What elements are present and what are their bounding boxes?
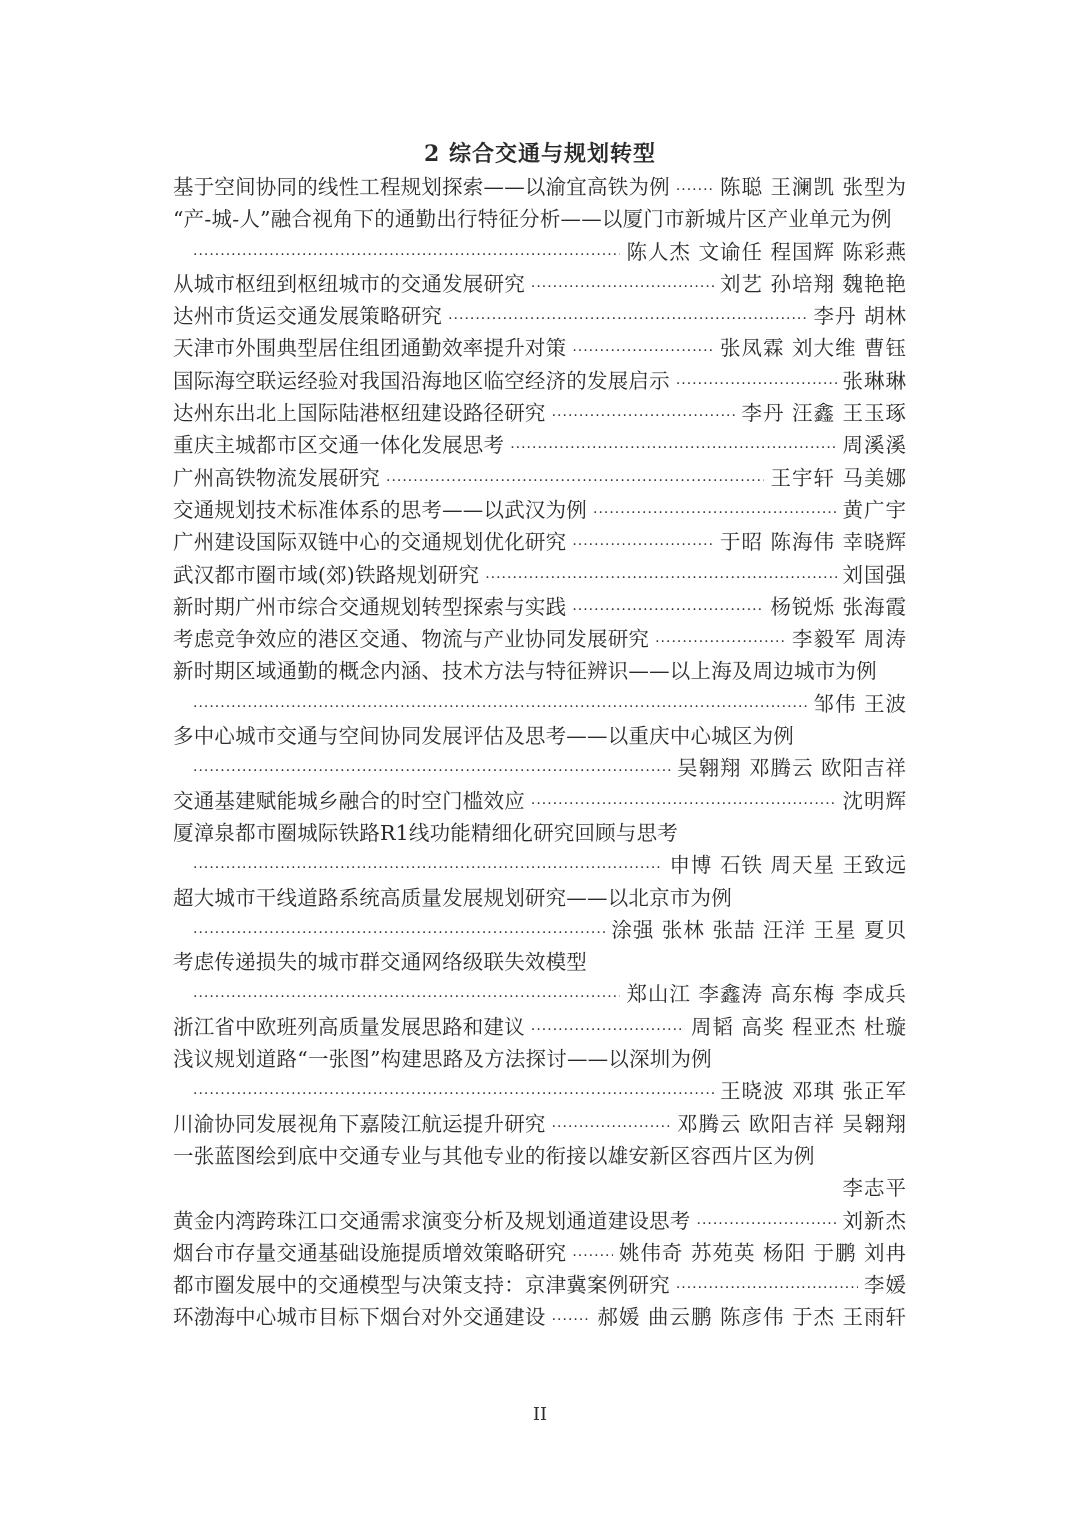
entry-authors: 李媛: [864, 1273, 907, 1298]
toc-entry[interactable]: [173, 494, 907, 526]
leader-dots: [697, 1208, 837, 1237]
leader-dots: [572, 594, 764, 623]
entry-authors: 杨锐烁 张海霞: [770, 594, 907, 619]
entry-title: 黄金内湾跨珠江口交通需求演变分析及规划通道建设思考: [173, 1208, 691, 1233]
entry-authors: 张凤霖 刘大维 曹钰: [719, 336, 907, 361]
entry-title: 川渝协同发展视角下嘉陵江航运提升研究: [173, 1111, 546, 1136]
leader-dots: [676, 368, 837, 397]
entry-authors: 黄广宇: [842, 497, 907, 522]
leader-dots: [448, 303, 807, 332]
leader-dots: [655, 626, 786, 655]
entry-authors: 李丹 胡林: [813, 304, 907, 329]
entry-authors: 姚伟奇 苏苑英 杨阳 于鹏 刘冉: [618, 1240, 907, 1265]
entry-title: 浅议规划道路“一张图”构建思路及方法探讨——以深圳为例: [173, 1047, 712, 1072]
toc-entry[interactable]: [173, 1301, 907, 1333]
leader-dots: [552, 1111, 671, 1140]
entry-title: 国际海空联运经验对我国沿海地区临空经济的发展启示: [173, 368, 670, 393]
toc-entry[interactable]: [173, 882, 907, 947]
entry-title: 考虑竞争效应的港区交通、物流与产业协同发展研究: [173, 627, 650, 652]
toc-entry[interactable]: [173, 1011, 907, 1043]
entry-title: 达州东出北上国际陆港枢纽建设路径研究: [173, 401, 546, 426]
toc-entry[interactable]: [173, 623, 907, 655]
entry-title: 都市圈发展中的交通模型与决策支持：京津冀案例研究: [173, 1273, 670, 1298]
entry-title: 重庆主城都市区交通一体化发展思考: [173, 433, 505, 458]
toc-entry[interactable]: [173, 1269, 907, 1301]
leader-dots: [572, 529, 714, 558]
leader-dots: [193, 755, 671, 784]
leader-dots: [510, 432, 836, 461]
entry-authors: 郑山江 李鑫涛 高东梅 李成兵: [626, 982, 907, 1007]
toc-entry[interactable]: [173, 268, 907, 300]
toc-entry[interactable]: [173, 720, 907, 785]
entry-title: 超大城市干线道路系统高质量发展规划研究——以北京市为例: [173, 885, 732, 910]
toc-entry[interactable]: [173, 365, 907, 397]
toc-entry[interactable]: [173, 785, 907, 817]
leader-dots: [386, 465, 764, 494]
leader-dots: [193, 239, 620, 268]
entry-title: 达州市货运交通发展策略研究: [173, 304, 443, 329]
page-number: II: [532, 1404, 548, 1425]
entry-authors: 张琳琳: [842, 368, 907, 393]
entry-authors: 涂强 张林 张喆 汪洋 王星 夏贝: [611, 917, 907, 942]
entry-authors: 李志平: [842, 1176, 907, 1201]
toc-entry[interactable]: [173, 526, 907, 558]
entry-title: 广州高铁物流发展研究: [173, 465, 380, 490]
leader-dots: [552, 1304, 592, 1333]
entry-title: 浙江省中欧班列高质量发展思路和建议: [173, 1014, 525, 1039]
leader-dots: [193, 691, 807, 720]
leader-dots: [552, 400, 736, 429]
leader-dots: [572, 335, 714, 364]
toc-entry[interactable]: [173, 1237, 907, 1269]
entry-title: 新时期区域通勤的概念内涵、技术方法与特征辨识——以上海及周边城市为例: [173, 659, 877, 684]
entry-title: 交通规划技术标准体系的思考——以武汉为例: [173, 497, 587, 522]
entry-title: 天津市外围典型居住组团通勤效率提升对策: [173, 336, 567, 361]
leader-dots: [531, 788, 837, 817]
toc-entry[interactable]: [173, 1108, 907, 1140]
leader-dots: [572, 1240, 613, 1269]
toc-entry[interactable]: [173, 1043, 907, 1108]
toc-entry[interactable]: [173, 462, 907, 494]
entry-title: “产-城-人”融合视角下的通勤出行特征分析——以厦门市新城片区产业单元为例: [173, 207, 892, 232]
leader-dots: [193, 852, 663, 881]
toc-entry[interactable]: [173, 1140, 907, 1205]
entry-authors: 刘新杰: [842, 1208, 907, 1233]
entry-authors: 周溪溪: [842, 433, 907, 458]
entry-authors: 陈聪 王澜凯 张型为: [719, 175, 907, 199]
entry-authors: 沈明辉: [842, 788, 907, 813]
toc-entry[interactable]: [173, 655, 907, 720]
leader-dots: [593, 497, 837, 526]
toc-entry[interactable]: [173, 171, 907, 203]
toc-entry[interactable]: [173, 300, 907, 332]
entry-authors: 刘国强: [842, 562, 907, 587]
toc-entry[interactable]: [173, 817, 907, 882]
entry-authors: 郝媛 曲云鹏 陈彦伟 于杰 王雨轩: [597, 1305, 907, 1330]
toc-entry[interactable]: [173, 946, 907, 1011]
entry-title: 从城市枢纽到枢纽城市的交通发展研究: [173, 271, 525, 296]
toc-entry[interactable]: [173, 591, 907, 623]
entry-authors: 申博 石铁 周天星 王致远: [669, 853, 907, 878]
entry-authors: 邹伟 王波: [813, 691, 907, 716]
entry-title: 厦漳泉都市圈城际铁路R1线功能精细化研究回顾与思考: [173, 820, 678, 845]
entry-authors: 于昭 陈海伟 幸晓辉: [719, 530, 907, 555]
entry-title: 烟台市存量交通基础设施提质增效策略研究: [173, 1240, 567, 1265]
leader-dots: [485, 562, 836, 591]
leader-dots: [531, 271, 714, 300]
entry-authors: 邓腾云 欧阳吉祥 吴翱翔: [676, 1111, 907, 1136]
leader-dots: [676, 1272, 858, 1301]
entry-title: 新时期广州市综合交通规划转型探索与实践: [173, 594, 567, 619]
entry-authors: 陈人杰 文谕任 程国辉 陈彩燕: [626, 239, 907, 264]
entry-title: 武汉都市圈市域(郊)铁路规划研究: [173, 562, 480, 587]
section-title: 2 综合交通与规划转型: [424, 141, 656, 167]
toc-entry[interactable]: [173, 429, 907, 461]
leader-dots: [676, 174, 714, 203]
toc-entry[interactable]: [173, 203, 907, 268]
entry-title: 多中心城市交通与空间协同发展评估及思考——以重庆中心城区为例: [173, 724, 794, 749]
toc-entry[interactable]: [173, 559, 907, 591]
leader-dots: [531, 1014, 685, 1043]
entry-authors: 吴翱翔 邓腾云 欧阳吉祥: [676, 756, 907, 781]
entry-title: 基于空间协同的线性工程规划探索——以渝宜高铁为例: [173, 175, 670, 199]
entry-title: 考虑传递损失的城市群交通网络级联失效模型: [173, 950, 587, 975]
entry-authors: 王宇轩 马美娜: [770, 465, 907, 490]
entry-authors: 李毅军 周涛: [791, 627, 907, 652]
table-of-contents: [173, 171, 907, 1334]
entry-authors: 王晓波 邓琪 张正军: [719, 1079, 907, 1104]
entry-authors: 李丹 汪鑫 王玉琢: [741, 401, 907, 426]
leader-dots: [193, 917, 605, 946]
toc-entry[interactable]: [173, 332, 907, 364]
entry-title: 广州建设国际双链中心的交通规划优化研究: [173, 530, 567, 555]
entry-title: 交通基建赋能城乡融合的时空门槛效应: [173, 788, 525, 813]
leader-dots: [193, 1078, 714, 1107]
entry-title: 环渤海中心城市目标下烟台对外交通建设: [173, 1305, 546, 1330]
toc-entry[interactable]: [173, 1205, 907, 1237]
toc-entry[interactable]: [173, 397, 907, 429]
entry-title: 一张蓝图绘到底中交通专业与其他专业的衔接以雄安新区容西片区为例: [173, 1143, 815, 1168]
entry-authors: 周韬 高奖 程亚杰 杜璇: [690, 1014, 907, 1039]
entry-authors: 刘艺 孙培翔 魏艳艳: [719, 271, 907, 296]
leader-dots: [193, 981, 620, 1010]
